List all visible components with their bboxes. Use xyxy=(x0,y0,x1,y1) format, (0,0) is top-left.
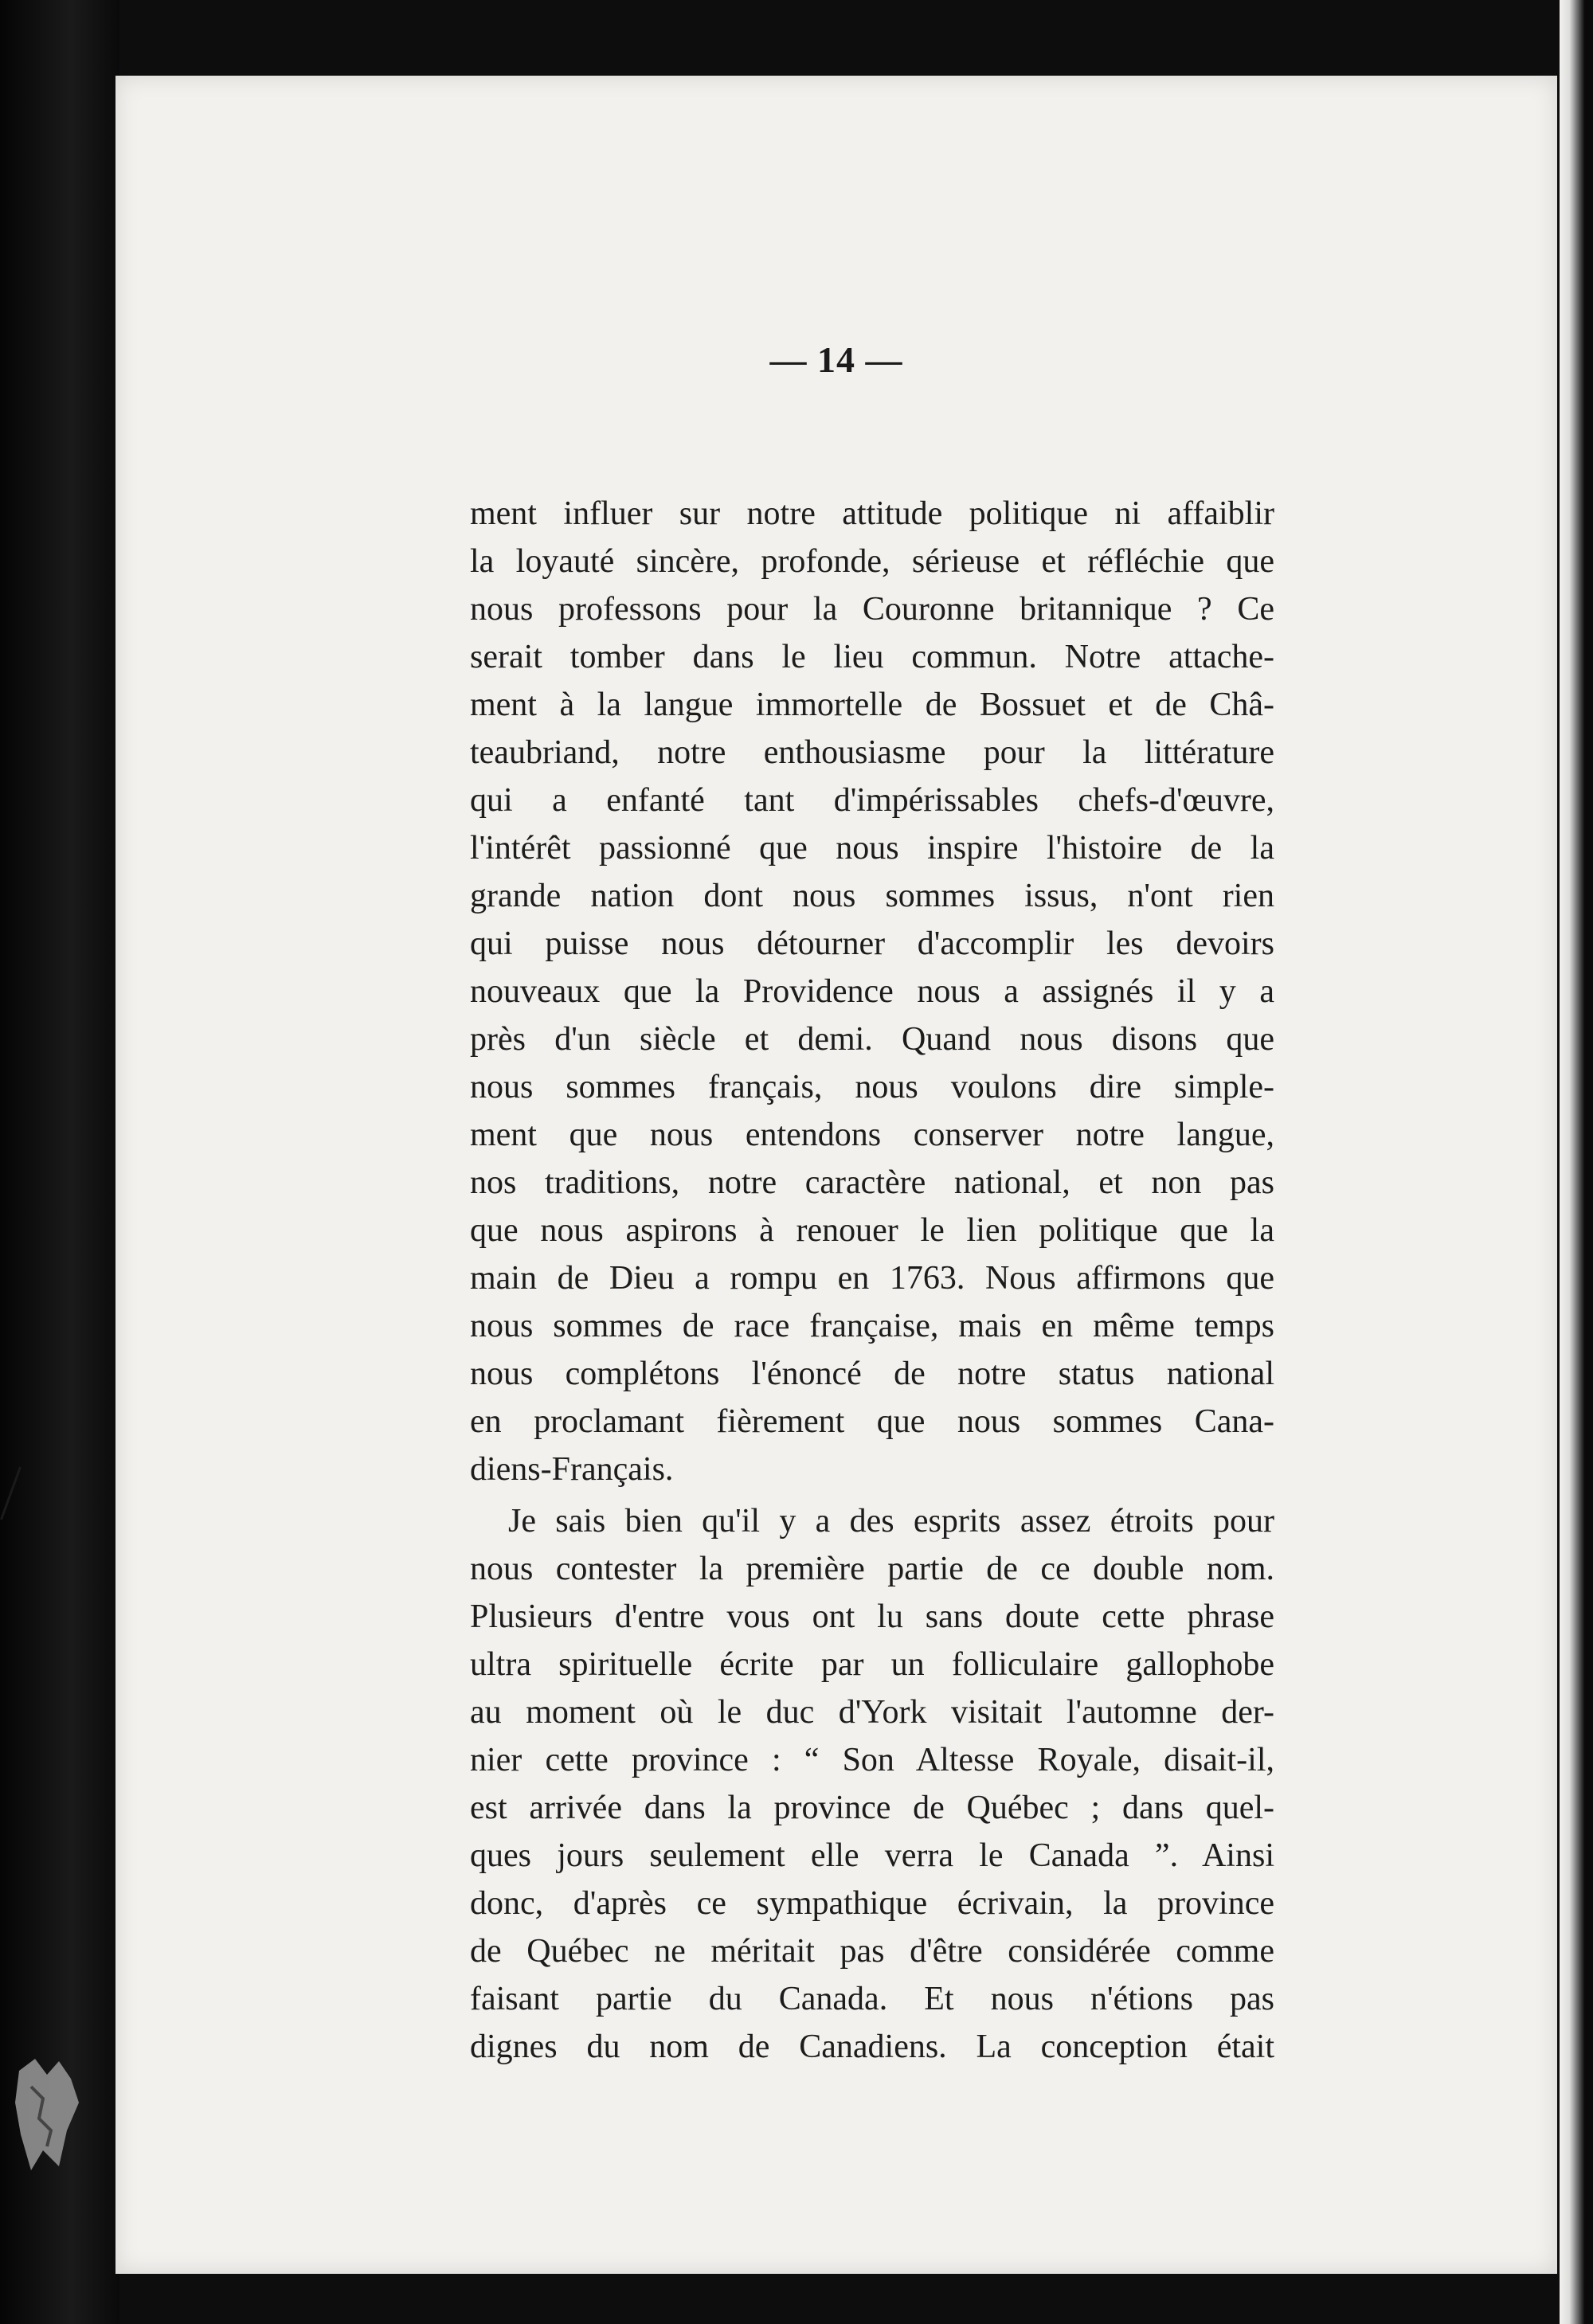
text-line: qui puisse nous détourner d'accomplir les devoirs xyxy=(470,925,1274,962)
book-page xyxy=(115,76,1557,2274)
text-line: au moment où le duc d'York visitait l'automne der- xyxy=(470,1694,1274,1731)
text-line: ultra spirituelle écrite par un folliculaire gallophobe xyxy=(470,1646,1274,1683)
text-line: Je sais bien qu'il y a des esprits assez étroits pour xyxy=(508,1503,1274,1540)
text-line: ment à la langue immortelle de Bossuet et de Châ- xyxy=(470,687,1274,723)
text-line: ment influer sur notre attitude politique ni affaiblir xyxy=(470,495,1274,532)
text-line: de Québec ne méritait pas d'être considérée comme xyxy=(470,1933,1274,1970)
text-line: la loyauté sincère, profonde, sérieuse et réfléchie que xyxy=(470,543,1274,580)
text-line: nous sommes français, nous voulons dire simple- xyxy=(470,1069,1274,1105)
torn-paper-fragment xyxy=(11,2055,83,2174)
text-line: nous complétons l'énoncé de notre status national xyxy=(470,1356,1274,1392)
text-line: serait tomber dans le lieu commun. Notre attache- xyxy=(470,639,1274,675)
text-line: grande nation dont nous sommes issus, n'ont rien xyxy=(470,878,1274,914)
text-line: nos traditions, notre caractère national, et non pas xyxy=(470,1164,1274,1201)
text-line: dignes du nom de Canadiens. La conception était xyxy=(470,2029,1274,2065)
text-line: ques jours seulement elle verra le Canada ”. Ainsi xyxy=(470,1837,1274,1874)
text-line: en proclamant fièrement que nous sommes Cana- xyxy=(470,1403,1274,1440)
scan-left-border xyxy=(0,0,119,2324)
page-number: — 14 — xyxy=(769,339,903,380)
scan-right-border xyxy=(1560,0,1593,2324)
text-line: nier cette province : “ Son Altesse Royale, disait-il, xyxy=(470,1742,1274,1778)
text-line: qui a enfanté tant d'impérissables chefs-d'œuvre, xyxy=(470,782,1274,819)
text-line: nous contester la première partie de ce double nom. xyxy=(470,1551,1274,1587)
text-line: nouveaux que la Providence nous a assignés il y a xyxy=(470,973,1274,1010)
text-line: que nous aspirons à renouer le lien politique que la xyxy=(470,1212,1274,1249)
text-line: main de Dieu a rompu en 1763. Nous affirmons que xyxy=(470,1260,1274,1297)
text-line: nous sommes de race française, mais en même temps xyxy=(470,1308,1274,1344)
text-line: est arrivée dans la province de Québec ; dans quel- xyxy=(470,1790,1274,1826)
text-line: faisant partie du Canada. Et nous n'étions pas xyxy=(470,1981,1274,2017)
text-line: teaubriand, notre enthousiasme pour la littérature xyxy=(470,734,1274,771)
text-line: donc, d'après ce sympathique écrivain, la province xyxy=(470,1885,1274,1922)
text-line: nous professons pour la Couronne britannique ? Ce xyxy=(470,591,1274,628)
text-line: diens-Français. xyxy=(470,1451,674,1488)
text-line: près d'un siècle et demi. Quand nous disons que xyxy=(470,1021,1274,1058)
text-line: ment que nous entendons conserver notre langue, xyxy=(470,1117,1274,1153)
text-line: l'intérêt passionné que nous inspire l'histoire de la xyxy=(470,830,1274,867)
text-line: Plusieurs d'entre vous ont lu sans doute cette phrase xyxy=(470,1598,1274,1635)
